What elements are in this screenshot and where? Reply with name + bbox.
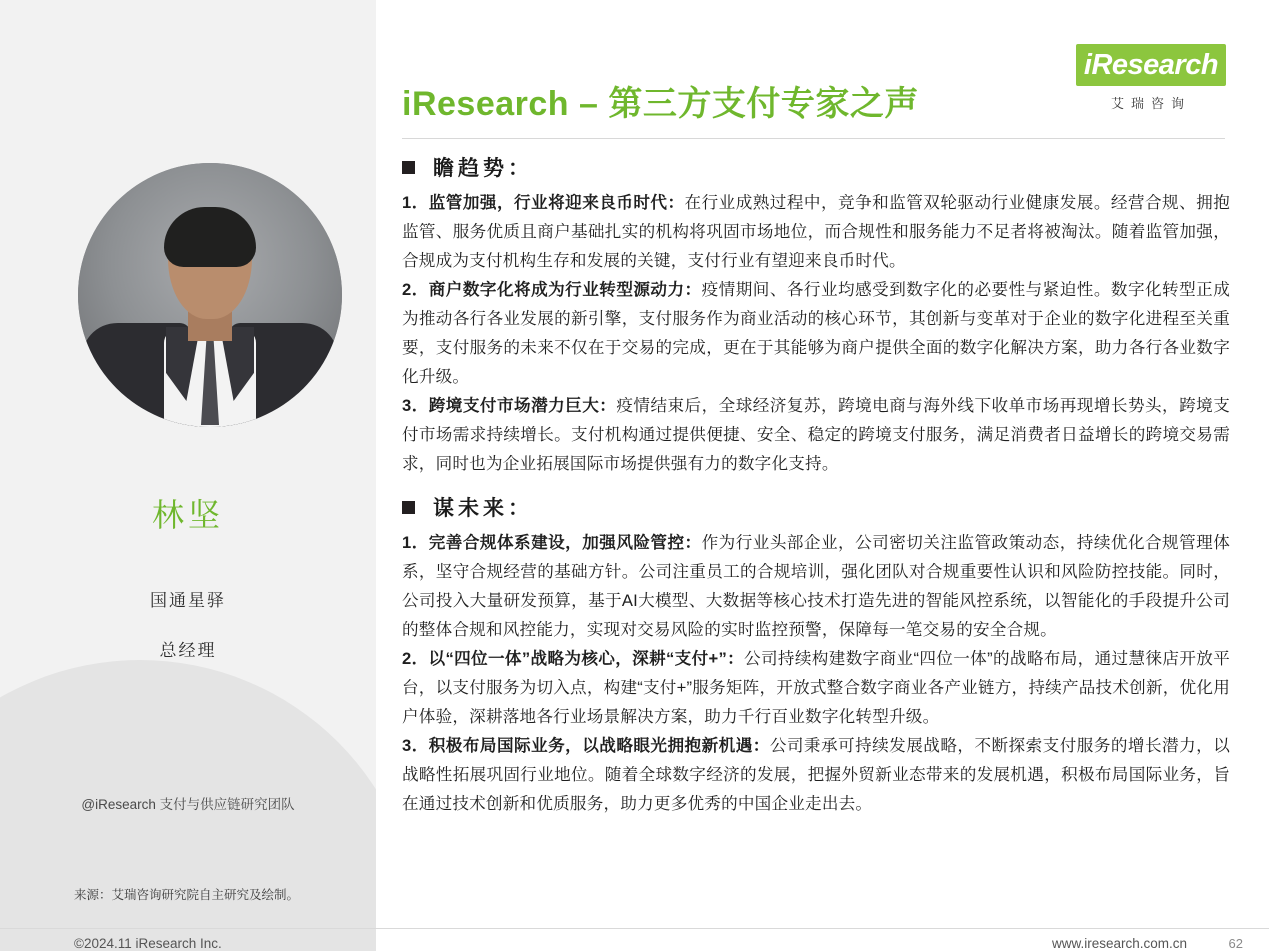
paragraph-lead: 2．商户数字化将成为行业转型源动力：	[402, 280, 702, 299]
person-name: 林坚	[151, 496, 224, 534]
paragraph-body: 作为行业头部企业，公司密切关注监管政策动态，持续优化合规管理体系，坚守合规经营的基础方针。公司注重员工的合规培训，强化团队对合规重要性认识和风险防控技能。同时，公司投入大量研发预算，基于AI大模型、大数据等核心技术打造先进的智能风控系统，以智能化的手段提升公司的整体合规和风控能力，实现对交易风险的实时监控预警，保障每一笔交易的安全合规。	[402, 533, 1231, 639]
square-bullet-icon	[402, 161, 415, 174]
paragraph-body: 疫情期间、各行业均感受到数字化的必要性与紧迫性。数字化转型正成为推动各行各业发展的新引擎，支付服务作为商业活动的核心环节，其创新与变革对于企业的数字化进程至关重要，支付服务的未来不仅在于交易的完成，更在于其能够为商户提供全面的数字化解决方案，助力各行各业数字化升级。	[402, 280, 1231, 386]
section-heading-future	[402, 492, 1230, 522]
paragraph-body: 公司持续构建数字商业“四位一体”的战略布局，通过慧徕店开放平台，以支付服务为切入点，构建“支付+”服务矩阵，开放式整合数字商业各产业链方，持续产品技术创新，优化用户体验，深耕落地各行业场景解决方案，助力千行百业数字化转型升级。	[402, 649, 1230, 726]
paragraph	[402, 644, 1230, 731]
paragraph-body: 在行业成熟过程中，竞争和监管双轮驱动行业健康发展。经营合规、拥抱监管、服务优质且商户基础扎实的机构将巩固市场地位，而合规性和服务能力不足者将被淘汰。随着监管加强，合规成为支付机构生存和发展的关键，支付行业有望迎来良币时代。	[402, 193, 1230, 270]
footer-copyright: ©2024.11 iResearch Inc.	[74, 936, 222, 951]
paragraph	[402, 275, 1230, 391]
footer-page-number: 62	[1228, 936, 1243, 951]
paragraph-lead: 3．积极布局国际业务，以战略眼光拥抱新机遇：	[402, 736, 770, 755]
paragraph-lead: 2．以“四位一体”战略为核心，深耕“支付+”：	[402, 649, 745, 668]
section-label: 谋未来：	[433, 497, 533, 520]
title-divider	[402, 138, 1225, 139]
section-heading-trends	[402, 152, 1230, 182]
paragraph-body: 疫情结束后，全球经济复苏，跨境电商与海外线下收单市场再现增长势头，跨境支付市场需求持续增长。支付机构通过提供便捷、安全、稳定的跨境支付服务，满足消费者日益增长的跨境交易需求，同时也为企业拓展国际市场提供强有力的数字化支持。	[402, 396, 1231, 473]
logo-subtitle: 艾瑞咨询	[1110, 96, 1191, 111]
page-title: iResearch – 第三方支付专家之声	[402, 85, 919, 123]
section-spacer	[402, 478, 1230, 492]
right-content-panel	[376, 0, 1269, 951]
paragraph-lead: 3．跨境支付市场潜力巨大：	[402, 396, 617, 415]
iresearch-logo	[1076, 44, 1226, 112]
square-bullet-icon	[402, 501, 415, 514]
source-note: 来源：艾瑞咨询研究院自主研究及绘制。	[74, 888, 300, 902]
paragraph	[402, 528, 1230, 644]
paragraph-body: 公司秉承可持续发展战略，不断探索支付服务的增长潜力，以战略性拓展巩固行业地位。随着全球数字经济的发展，把握外贸新业态带来的发展机遇，积极布局国际业务，旨在通过技术创新和优质服务，助力更多优秀的中国企业走出去。	[402, 736, 1230, 813]
person-company: 国通星驿	[150, 591, 226, 610]
avatar	[78, 163, 342, 427]
person-job-title: 总经理	[159, 641, 217, 660]
logo-text: iResearch	[1083, 49, 1219, 81]
footer-website: www.iresearch.com.cn	[1051, 936, 1187, 951]
team-credit: @iResearch 支付与供应链研究团队	[81, 797, 295, 812]
content-body	[402, 152, 1230, 818]
logo-mark	[1076, 44, 1226, 86]
paragraph	[402, 188, 1230, 275]
section-label: 瞻趋势：	[433, 157, 533, 180]
paragraph	[402, 391, 1230, 478]
paragraph-lead: 1．完善合规体系建设，加强风险管控：	[402, 533, 702, 552]
left-profile-panel	[0, 0, 376, 951]
footer-divider	[0, 928, 1269, 929]
paragraph-lead: 1．监管加强，行业将迎来良币时代：	[402, 193, 685, 212]
paragraph	[402, 731, 1230, 818]
